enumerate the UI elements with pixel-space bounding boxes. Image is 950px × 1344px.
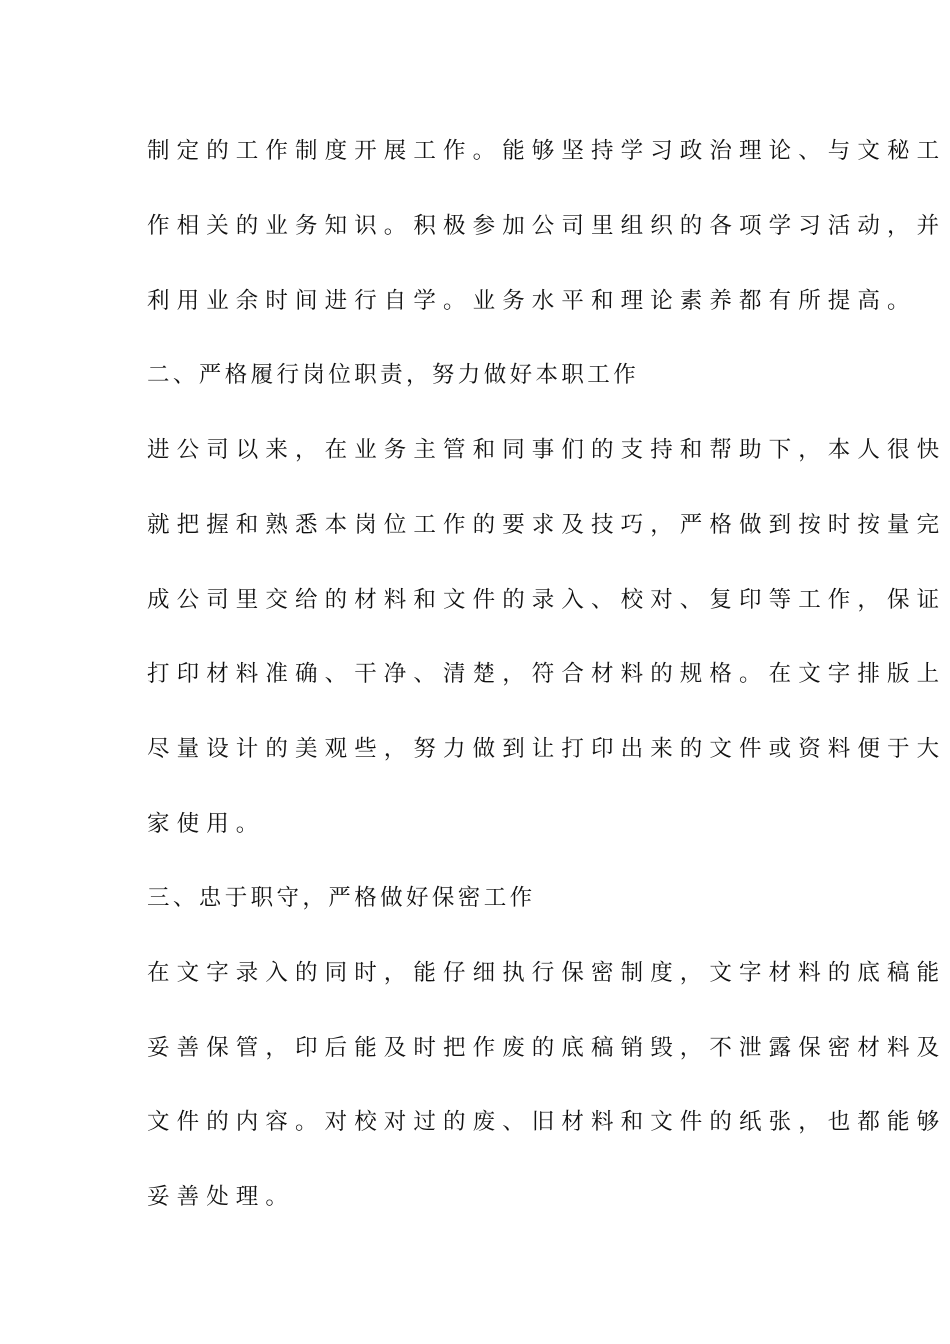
paragraph-line: 进公司以来，在业务主管和同事们的支持和帮助下，本人很快 [147, 437, 947, 463]
paragraph-line: 妥善处理。 [147, 1184, 296, 1210]
paragraph-line: 就把握和熟悉本岗位工作的要求及技巧，严格做到按时按量完 [147, 512, 947, 538]
section-heading: 三、忠于职守，严格做好保密工作 [147, 885, 536, 911]
section-heading: 二、严格履行岗位职责，努力做好本职工作 [147, 362, 640, 388]
paragraph-line: 尽量设计的美观些，努力做到让打印出来的文件或资料便于大 [147, 736, 947, 762]
paragraph-line: 打印材料准确、干净、清楚，符合材料的规格。在文字排版上 [147, 661, 947, 687]
paragraph-line: 妥善保管，印后能及时把作废的底稿销毁，不泄露保密材料及 [147, 1035, 947, 1061]
paragraph-line: 利用业余时间进行自学。业务水平和理论素养都有所提高。 [147, 288, 917, 314]
paragraph-line: 制定的工作制度开展工作。能够坚持学习政治理论、与文秘工 [147, 138, 947, 164]
paragraph-line: 文件的内容。对校对过的废、旧材料和文件的纸张，也都能够 [147, 1109, 947, 1135]
paragraph-line: 在文字录入的同时，能仔细执行保密制度，文字材料的底稿能 [147, 960, 947, 986]
paragraph-line: 家使用。 [147, 811, 266, 837]
paragraph-line: 作相关的业务知识。积极参加公司里组织的各项学习活动，并 [147, 213, 947, 239]
paragraph-line: 成公司里交给的材料和文件的录入、校对、复印等工作，保证 [147, 587, 947, 613]
